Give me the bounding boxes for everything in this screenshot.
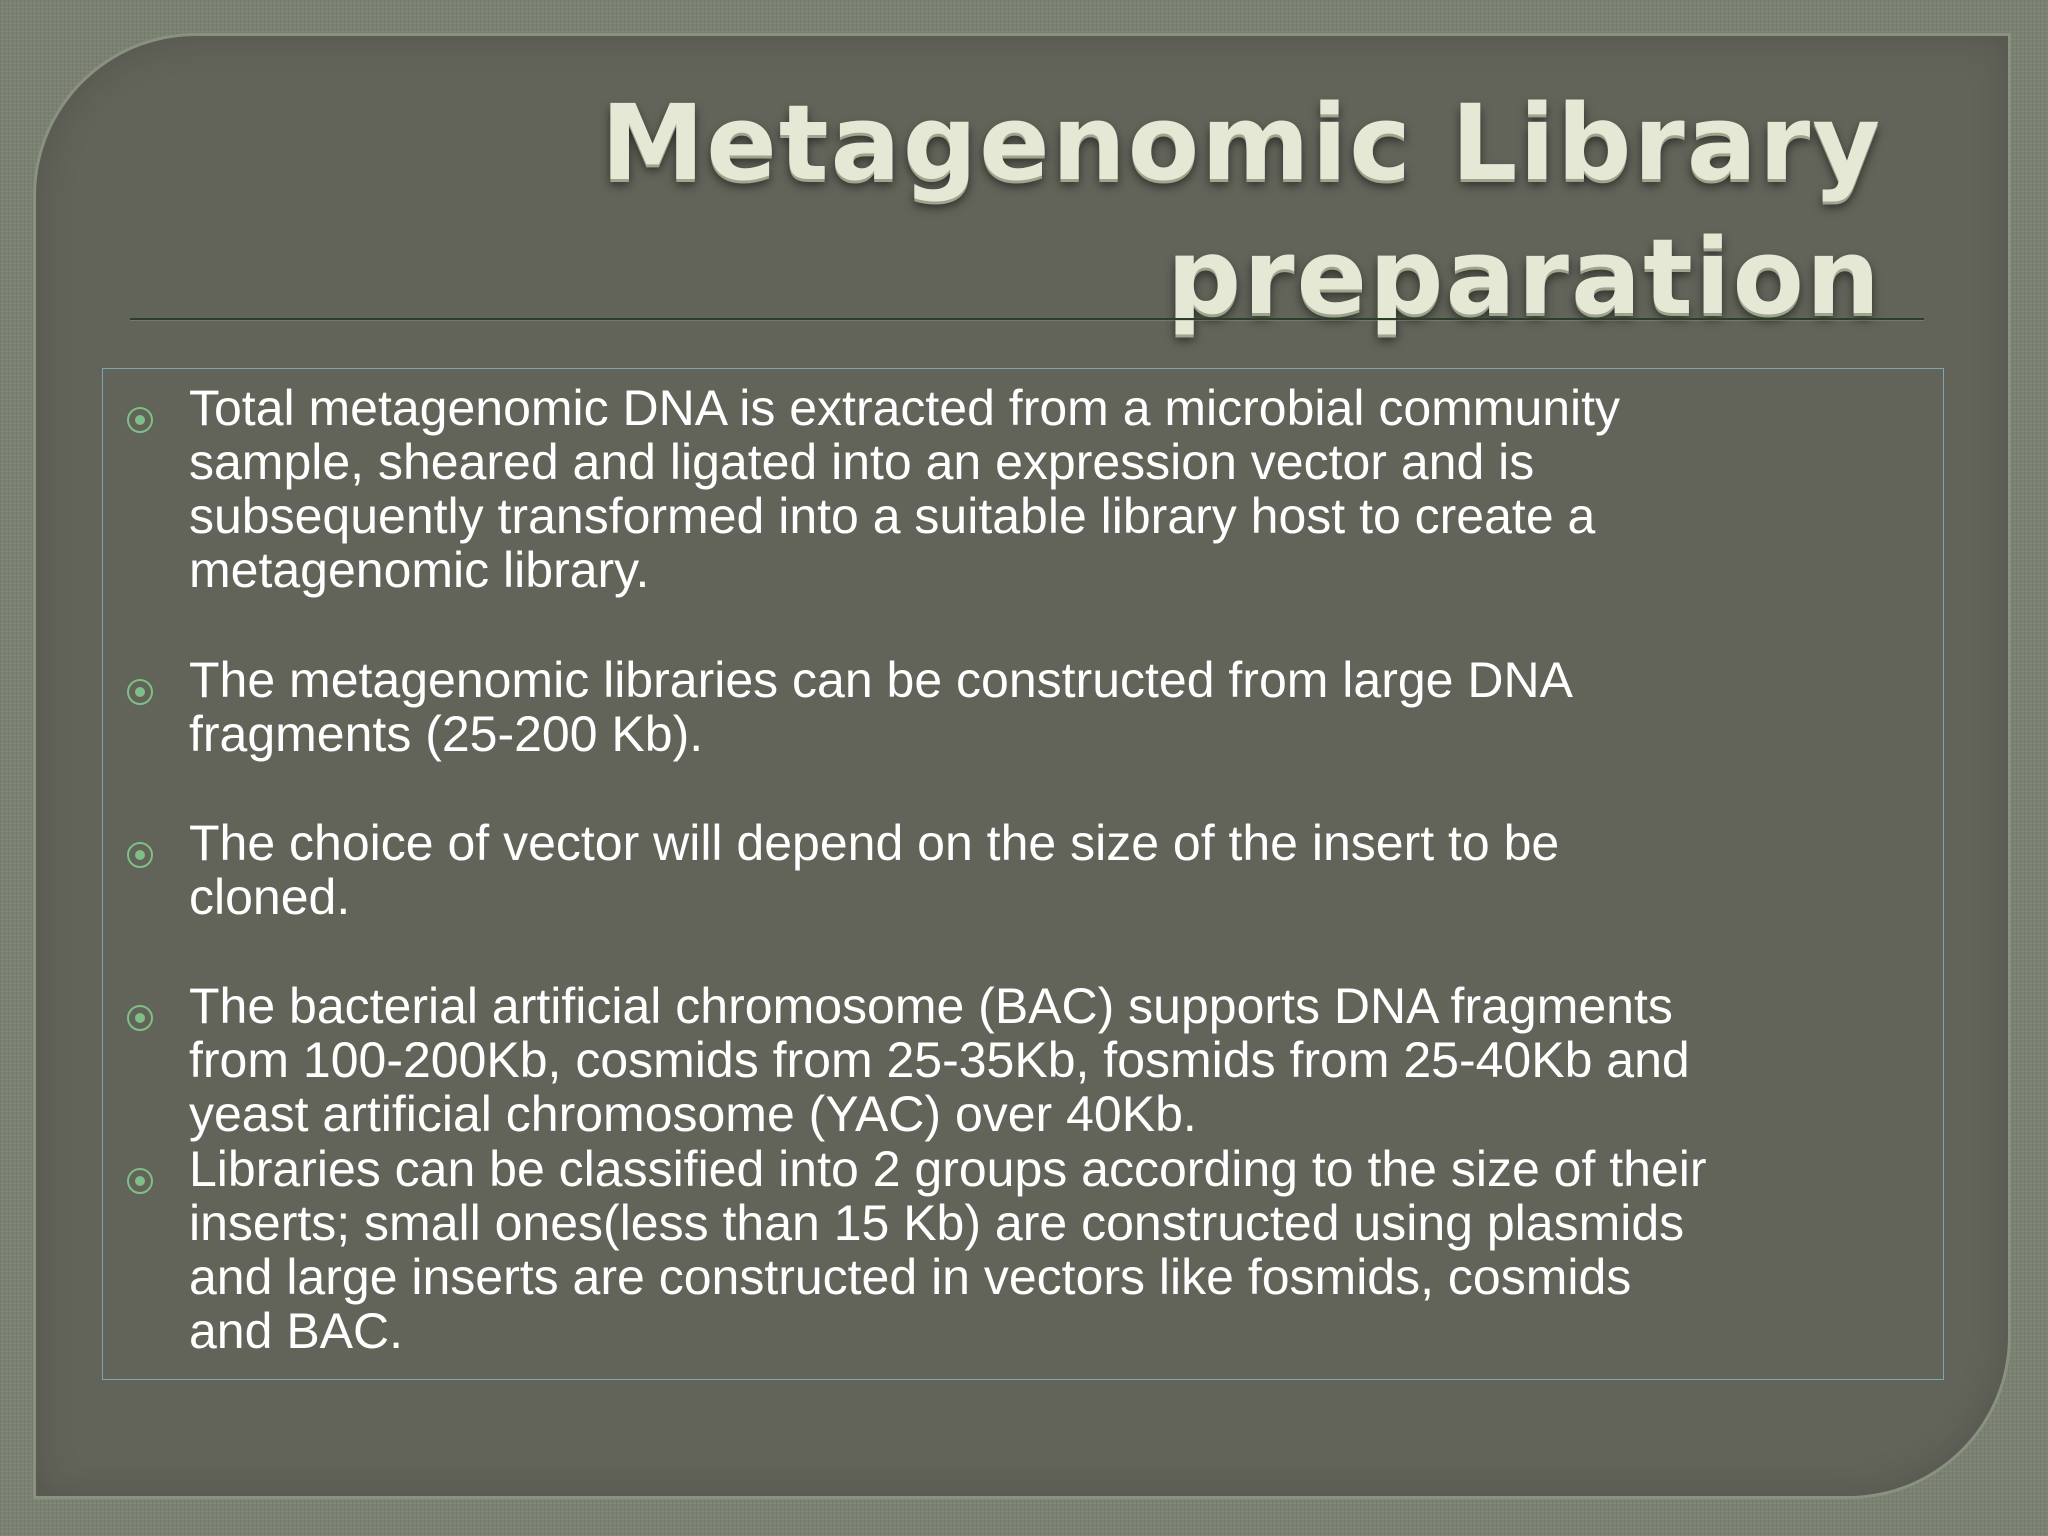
bullet-text-3: The choice of vector will depend on the size of the insert to be cloned.	[189, 815, 1560, 925]
slide-title-line-2: preparation	[1166, 216, 1882, 338]
circled-dot-icon	[127, 1168, 153, 1194]
circled-dot-icon	[127, 407, 153, 433]
bullet-item-4	[103, 979, 1943, 1141]
title-divider	[130, 318, 1924, 320]
circled-dot-icon	[127, 679, 153, 705]
bullet-text-1: Total metagenomic DNA is extracted from a microbial community sample, sheared and ligated into an expression vector and is subsequently transformed into a suitable library host to create a metagenomic library.	[189, 380, 1621, 598]
bullet-text-2: The metagenomic libraries can be constructed from large DNA fragments (25-200 Kb).	[189, 652, 1573, 762]
content-text-box[interactable]	[102, 368, 1944, 1380]
slide-title	[601, 76, 1882, 344]
slide-title-line-1: Metagenomic Library	[600, 82, 1882, 204]
bullet-text-4: The bacterial artificial chromosome (BAC) supports DNA fragments from 100-200Kb, cosmids from 25-35Kb, fosmids from 25-40Kb and yeast artificial chromosome (YAC) over 40Kb.	[189, 978, 1690, 1142]
bullet-item-1	[103, 381, 1943, 597]
bullet-item-2	[103, 653, 1943, 761]
bullet-text-5: Libraries can be classified into 2 groups according to the size of their inserts; small ones(less than 15 Kb) are constructed using plasmids and large inserts are constructed in vectors like fosmids, cosmids and BAC.	[189, 1141, 1707, 1359]
bullet-item-5	[103, 1142, 1943, 1358]
bullet-item-3	[103, 816, 1943, 924]
circled-dot-icon	[127, 842, 153, 868]
circled-dot-icon	[127, 1005, 153, 1031]
